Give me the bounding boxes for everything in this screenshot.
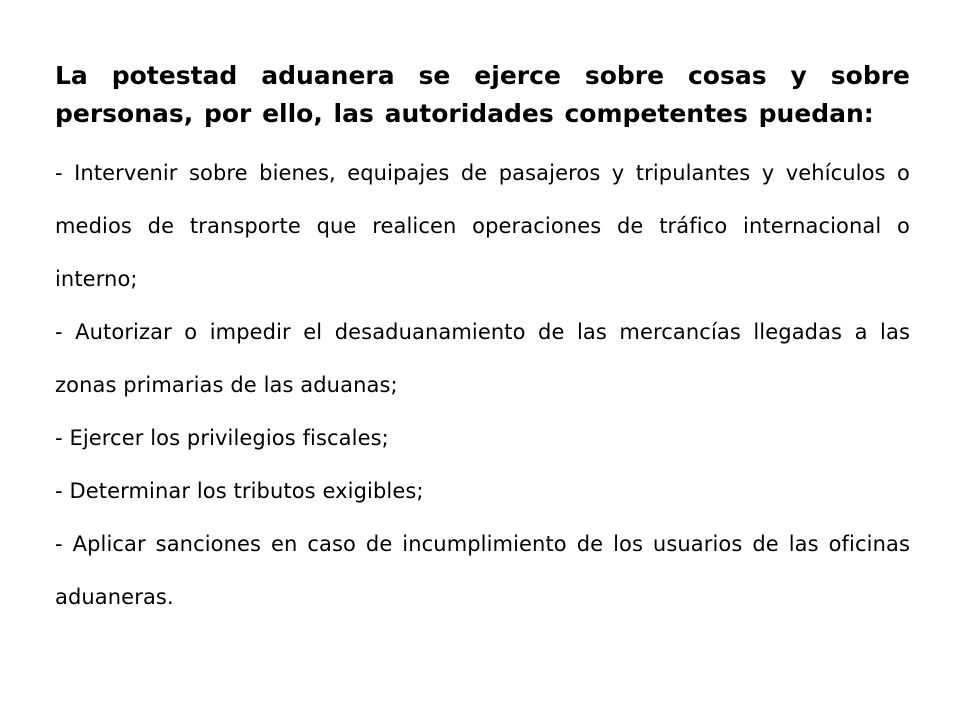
list-item: - Aplicar sanciones en caso de incumplimiento de los usuarios de las oficinas aduaneras. — [55, 532, 910, 609]
list-item: - Autorizar o impedir el desaduanamiento de las mercancías llegadas a las zonas primarias de las aduanas; — [55, 320, 910, 397]
slide-heading: La potestad aduanera se ejerce sobre cosas y sobre personas, por ello, las autoridades competentes puedan: — [55, 61, 910, 128]
list-item: - Determinar los tributos exigibles; — [55, 479, 424, 503]
slide-content — [55, 57, 910, 624]
list-item: - Intervenir sobre bienes, equipajes de pasajeros y tripulantes y vehículos o medios de transporte que realicen operaciones de tráfico internacional o interno; — [55, 161, 910, 291]
list-item: - Ejercer los privilegios fiscales; — [55, 426, 389, 450]
item-list — [55, 147, 910, 624]
